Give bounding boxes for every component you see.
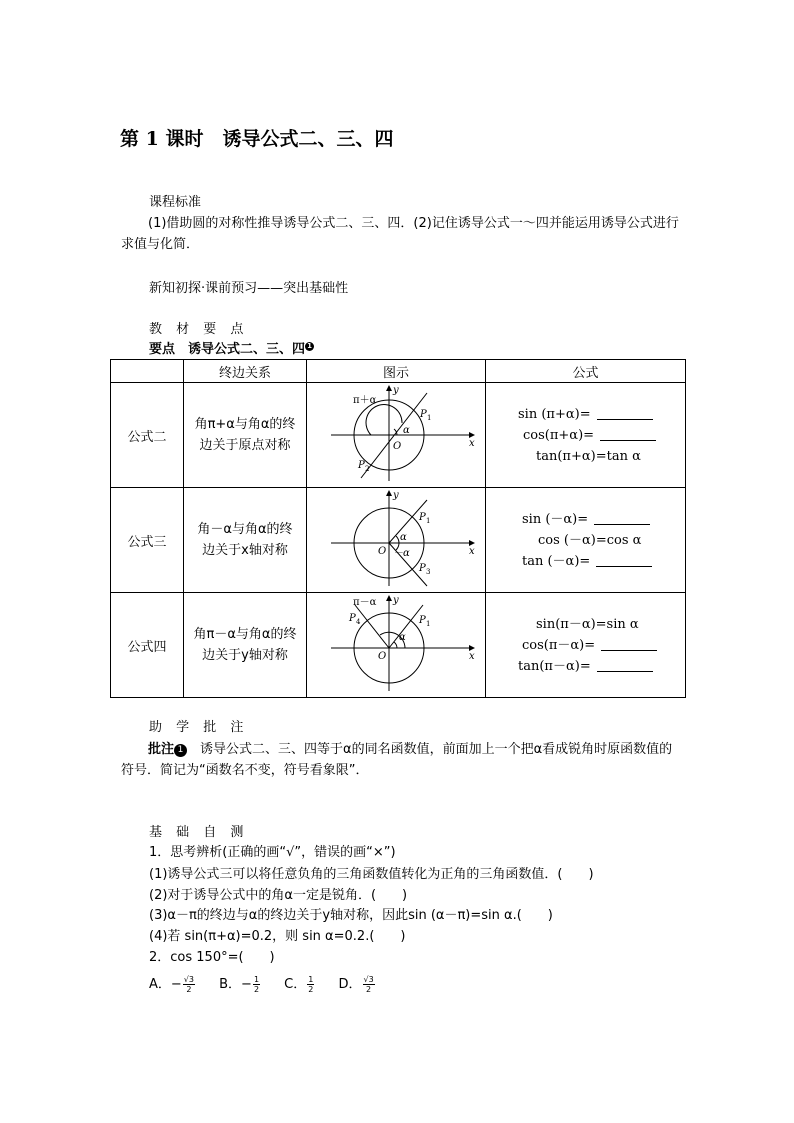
angle-label: π－α <box>353 597 377 608</box>
q2-options <box>149 975 395 994</box>
origin-label: O <box>378 651 387 662</box>
formula-line: cos (－α)=cos α <box>538 532 642 548</box>
y-axis-arrow-icon <box>386 490 392 496</box>
answer-blank <box>597 407 653 420</box>
option-letter: B．− <box>219 977 252 992</box>
fraction-denominator: 2 <box>186 985 192 994</box>
p1-sub: 1 <box>427 414 432 422</box>
standard-text: (1)借助圆的对称性推导诱导公式二、三、四．(2)记住诱导公式一～四并能运用诱导公式进行求值与化简． <box>121 216 679 252</box>
table-row <box>111 593 686 698</box>
y-label: y <box>393 490 399 501</box>
p1-label: P <box>420 409 427 420</box>
alpha-arc <box>394 642 397 648</box>
table-row <box>111 488 686 593</box>
fraction <box>183 975 195 994</box>
unit-circle-diagram-three <box>311 488 481 588</box>
unit-circle-diagram-two <box>311 383 481 483</box>
formula-table <box>110 359 686 698</box>
y-axis-arrow-icon <box>386 595 392 601</box>
fraction <box>307 975 314 994</box>
x-label: x <box>469 546 475 557</box>
p1-label: P <box>419 512 426 523</box>
y-label: y <box>393 385 399 396</box>
formula-line: tan (－α)= <box>522 553 591 569</box>
fraction-numerator: √3 <box>183 975 194 984</box>
option-b <box>219 975 260 994</box>
p1-label: P <box>419 615 426 626</box>
point-label <box>149 340 314 359</box>
formula-name: 公式三 <box>111 488 184 593</box>
p3-sub: 3 <box>426 568 431 576</box>
y-label: y <box>393 595 399 606</box>
self-test-heading: 基 础 自 测 <box>149 825 249 840</box>
formula-line: cos(π+α)= <box>523 427 595 443</box>
header-figure: 图示 <box>307 360 486 383</box>
alpha-arc <box>396 536 399 543</box>
option-letter: C． <box>284 977 307 992</box>
option-d <box>338 975 374 994</box>
relation-text: 角－α与角α的终边关于x轴对称 <box>197 522 293 558</box>
materials-heading: 教 材 要 点 <box>149 322 249 337</box>
x-label: x <box>469 438 475 449</box>
q1-item: (3)α－π的终边与α的终边关于y轴对称，因此sin (α－π)=sin α.( ) <box>149 908 553 923</box>
p1-sub: 1 <box>426 517 431 525</box>
option-letter: A．− <box>149 977 182 992</box>
relation-text: 角π－α与角α的终边关于y轴对称 <box>193 627 297 663</box>
fraction <box>363 975 375 994</box>
fraction-numerator: 1 <box>253 975 260 984</box>
p3-label: P <box>419 563 426 574</box>
fraction <box>253 975 260 994</box>
section-preview-heading: 新知初探·课前预习——突出基础性 <box>149 281 349 296</box>
formula-line: sin (π+α)= <box>518 406 591 422</box>
answer-blank <box>600 428 656 441</box>
p1-sub: 1 <box>426 620 431 628</box>
q2-stem: 2．cos 150°=( ) <box>149 950 275 965</box>
alpha-label: α <box>399 632 406 643</box>
p4-label: P <box>349 613 356 624</box>
formula-name: 公式四 <box>111 593 184 698</box>
q1-item: (2)对于诱导公式中的角α一定是锐角．( ) <box>149 888 408 903</box>
neg-alpha-label: －α <box>393 548 410 559</box>
standard-heading: 课程标准 <box>149 195 202 210</box>
unit-circle-diagram-four <box>311 593 481 693</box>
option-letter: D． <box>338 977 362 992</box>
note-marker-icon: 1 <box>174 744 187 757</box>
point-label-text: 要点 诱导公式二、三、四 <box>149 342 306 357</box>
header-formula: 公式 <box>486 360 686 383</box>
header-empty <box>111 360 184 383</box>
note-text: 诱导公式二、三、四等于α的同名函数值，前面加上一个把α看成锐角时原函数值的符号．简记为“函数名不变，符号看象限”． <box>121 742 673 778</box>
formula-line: sin (－α)= <box>522 511 589 527</box>
table-header-row <box>111 360 686 383</box>
p4-sub: 4 <box>356 618 361 626</box>
alpha-label: α <box>400 532 407 543</box>
terminal-side-pi-minus-alpha <box>355 605 389 648</box>
table-row <box>111 383 686 488</box>
formula-name: 公式二 <box>111 383 184 488</box>
fraction-denominator: 2 <box>366 985 372 994</box>
angle-label: π＋α <box>353 395 377 406</box>
origin-label: O <box>393 441 402 452</box>
note-marker-icon: 1 <box>305 342 314 351</box>
study-notes-heading: 助 学 批 注 <box>149 720 249 735</box>
p2-label: P <box>358 460 365 471</box>
note-paragraph <box>121 739 681 781</box>
option-a <box>149 975 195 994</box>
formula-line: tan(π+α)=tan α <box>536 448 641 464</box>
pi-plus-alpha-arc <box>366 405 402 435</box>
fraction-denominator: 2 <box>308 985 314 994</box>
p2-sub: 2 <box>365 465 370 473</box>
page-title: 第 1 课时 诱导公式二、三、四 <box>120 128 394 150</box>
formula-line: tan(π－α)= <box>518 658 591 674</box>
x-label: x <box>469 651 475 662</box>
answer-blank <box>596 554 652 567</box>
terminal-side-alpha <box>389 605 423 648</box>
header-relation: 终边关系 <box>184 360 307 383</box>
formula-line: cos(π－α)= <box>522 637 596 653</box>
fraction-numerator: √3 <box>363 975 374 984</box>
q1-item: (1)诱导公式三可以将任意负角的三角函数值转化为正角的三角函数值．( ) <box>149 867 594 882</box>
q1-stem: 1．思考辨析(正确的画“√”，错误的画“×”) <box>149 845 396 860</box>
q1-item: (4)若 sin(π+α)=0.2，则 sin α=0.2.( ) <box>149 929 406 944</box>
y-axis-arrow-icon <box>386 385 392 391</box>
alpha-label: α <box>403 425 410 436</box>
answer-blank <box>601 638 657 651</box>
answer-blank <box>594 512 650 525</box>
note-label: 批注 <box>148 742 175 757</box>
origin-label: O <box>378 546 387 557</box>
fraction-numerator: 1 <box>308 975 314 984</box>
fraction-denominator: 2 <box>253 985 260 994</box>
answer-blank <box>597 659 653 672</box>
formula-line: sin(π－α)=sin α <box>536 616 639 632</box>
option-c <box>284 975 314 994</box>
relation-text: 角π+α与角α的终边关于原点对称 <box>194 417 296 453</box>
